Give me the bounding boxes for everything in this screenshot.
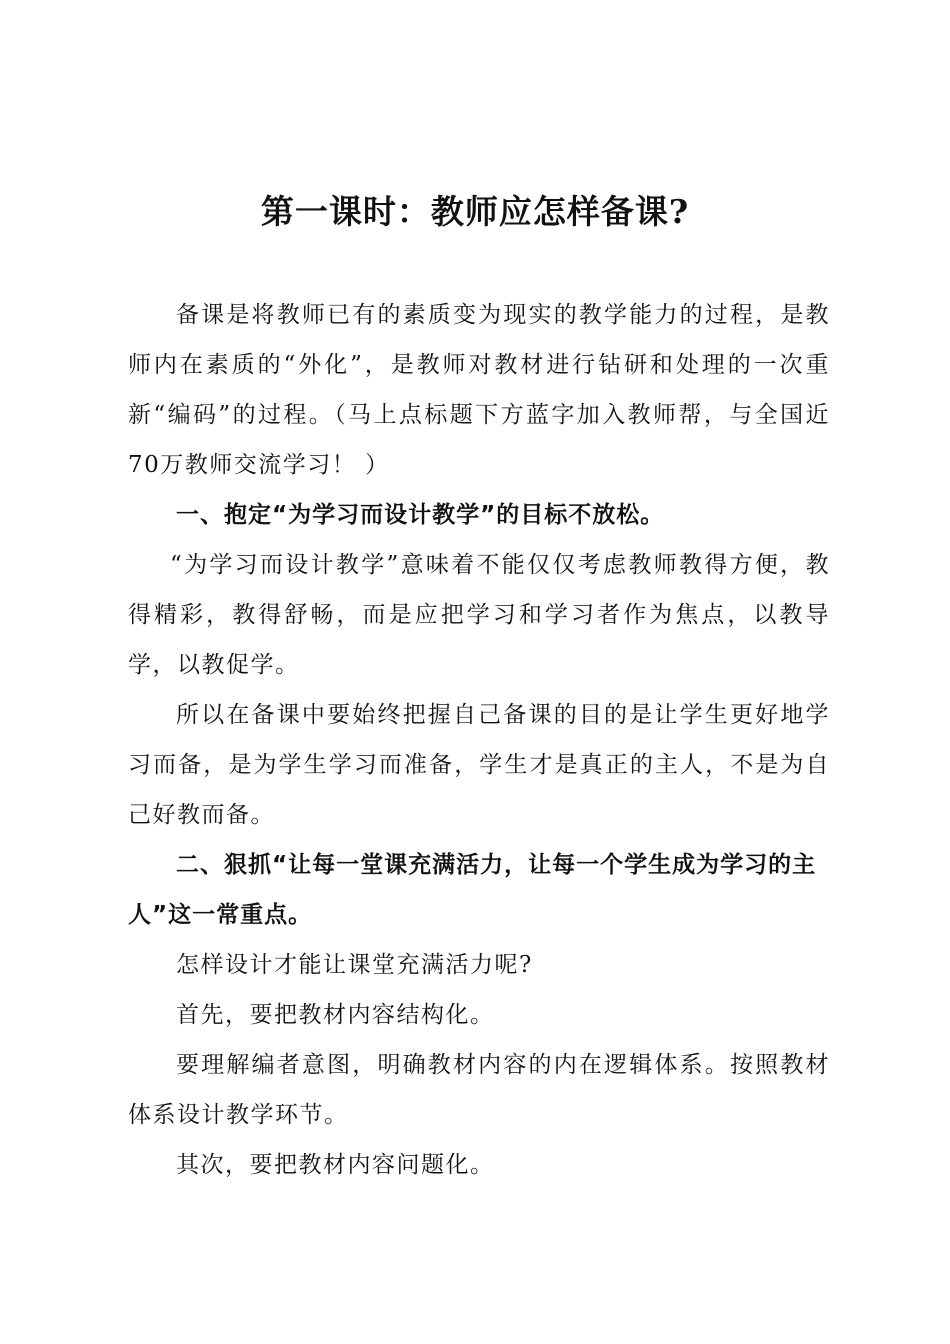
paragraph-question: 怎样设计才能让课堂充满活力呢? — [176, 952, 533, 978]
paragraph-prepare-purpose: 所以在备课中要始终把握自己备课的目的是让学生更好地学习而备，是为学生学习而准备，学生才是真正的主人，不是为自己好教而备。 — [128, 702, 830, 828]
paragraph-second: 其次，要把教材内容问题化。 — [176, 1152, 495, 1178]
page-title: 第一课时：教师应怎样备课? — [260, 192, 690, 231]
paragraph-intro: 备课是将教师已有的素质变为现实的教学能力的过程，是教师内在素质的“外化”，是教师对教材进行钻研和处理的一次重新“编码”的过程。（马上点标题下方蓝字加入教师帮，与全国近70万教师交流学习！ ） — [128, 302, 830, 478]
section-heading-2: 二、狠抓“让每一堂课充满活力，让每一个学生成为学习的主人”这一常重点。 — [128, 852, 817, 928]
paragraph-understand-intent: 要理解编者意图，明确教材内容的内在逻辑体系。按照教材体系设计教学环节。 — [128, 1052, 830, 1128]
paragraph-first: 首先，要把教材内容结构化。 — [176, 1002, 495, 1028]
paragraph-design-for-learning: “为学习而设计教学”意味着不能仅仅考虑教师教得方便，教得精彩，教得舒畅，而是应把学习和学习者作为焦点，以教导学，以教促学。 — [128, 552, 830, 678]
document-body — [128, 290, 830, 1190]
section-heading-1: 一、抱定“为学习而设计教学”的目标不放松。 — [176, 502, 665, 528]
